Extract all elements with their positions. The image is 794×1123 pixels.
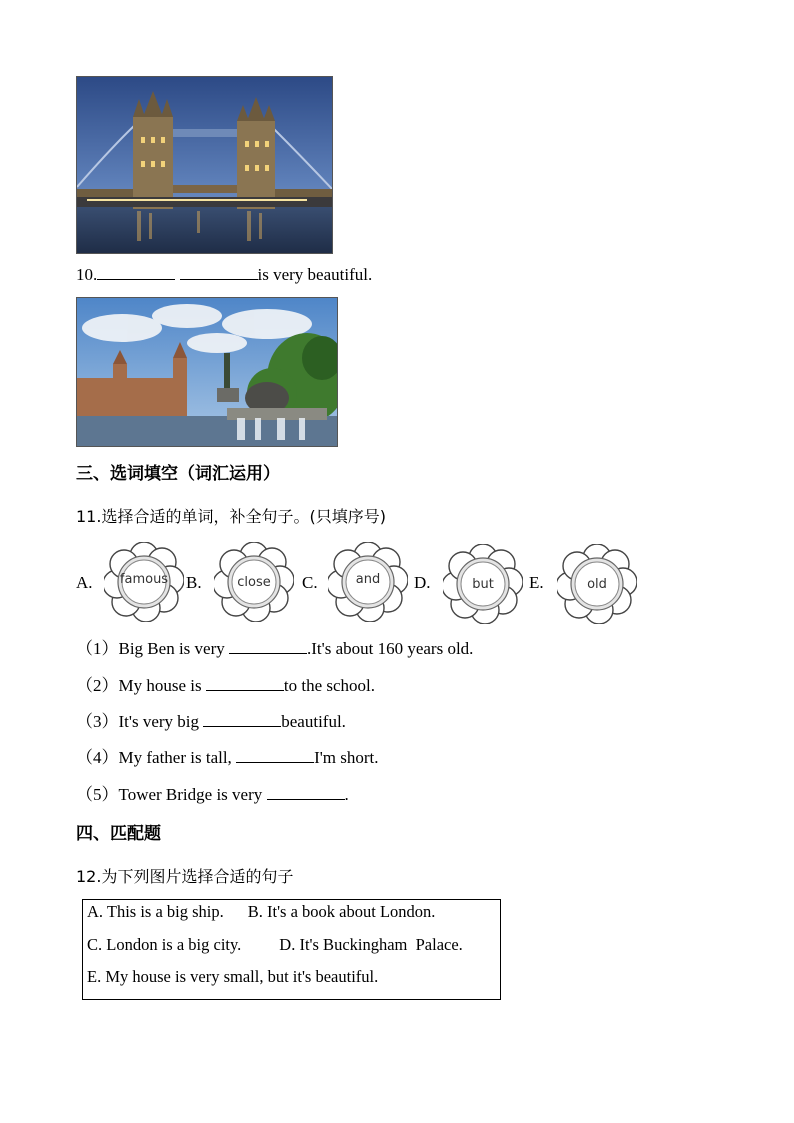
option-letter: C.	[302, 573, 318, 592]
q11-item-1	[76, 638, 473, 660]
sentence-option-a: A. This is a big ship.	[87, 902, 224, 921]
sentence-option-c: C. London is a big city.	[87, 935, 242, 954]
answer-blank[interactable]	[229, 638, 307, 654]
answer-blank[interactable]	[203, 711, 281, 727]
q11-item-2	[76, 675, 375, 697]
option-letter: D.	[414, 573, 431, 592]
section-4-heading: 四、匹配题	[76, 824, 161, 844]
option-flower-and	[328, 542, 408, 622]
option-flower-old	[557, 544, 637, 624]
tower-bridge-photo	[76, 76, 333, 254]
item-text: beautiful.	[281, 712, 346, 731]
answer-blank[interactable]	[236, 747, 314, 763]
option-flower-famous	[104, 542, 184, 622]
q11-item-3	[76, 711, 346, 733]
option-flower-but	[443, 544, 523, 624]
sentence-options-box	[82, 899, 501, 1000]
answer-blank[interactable]	[267, 784, 345, 800]
item-text: .It's about 160 years old.	[307, 639, 474, 658]
sentence-option-b: B. It's a book about London.	[247, 902, 436, 921]
item-text: I'm short.	[314, 748, 379, 767]
item-text: It's very big	[118, 712, 204, 731]
option-letter: B.	[186, 573, 202, 592]
section-3-heading: 三、选词填空（词汇运用）	[76, 464, 280, 484]
answer-blank-2[interactable]	[180, 264, 258, 280]
question-number: 10.	[76, 265, 98, 284]
q11-item-4	[76, 747, 379, 769]
option-word: and	[355, 571, 381, 587]
question-10	[76, 264, 372, 286]
item-text: My father is tall,	[118, 748, 237, 767]
option-word: but	[472, 576, 494, 592]
item-text: to the school.	[283, 676, 376, 695]
sentence-option-d: D. It's Buckingham Palace.	[279, 935, 463, 954]
item-number: （3）	[76, 712, 119, 731]
item-number: （5）	[76, 785, 119, 804]
answer-blank-1[interactable]	[97, 264, 175, 280]
option-letter: E.	[529, 573, 544, 592]
item-number: （2）	[76, 676, 119, 695]
option-word: famous	[119, 571, 169, 587]
item-text: Big Ben is very	[118, 639, 229, 658]
box-line-1	[87, 902, 435, 922]
item-number: （4）	[76, 748, 119, 767]
sentence-option-e: E. My house is very small, but it's beautiful.	[87, 967, 379, 986]
question-text: is very beautiful.	[257, 265, 373, 284]
option-word: close	[237, 574, 271, 590]
item-text: .	[344, 785, 349, 804]
item-number: （1）	[76, 639, 119, 658]
box-line-2	[87, 935, 463, 955]
item-text: My house is	[118, 676, 206, 695]
option-letter: A.	[76, 573, 93, 592]
answer-blank[interactable]	[206, 675, 284, 691]
question-12-title: 12.为下列图片选择合适的句子	[76, 867, 294, 886]
question-11-title: 11.选择合适的单词，补全句子。(只填序号)	[76, 507, 386, 526]
q11-item-5	[76, 784, 349, 806]
option-flower-close	[214, 542, 294, 622]
box-line-3	[87, 967, 378, 987]
item-text: Tower Bridge is very	[118, 785, 267, 804]
option-word: old	[587, 576, 607, 592]
park-fountain-photo	[76, 297, 338, 447]
